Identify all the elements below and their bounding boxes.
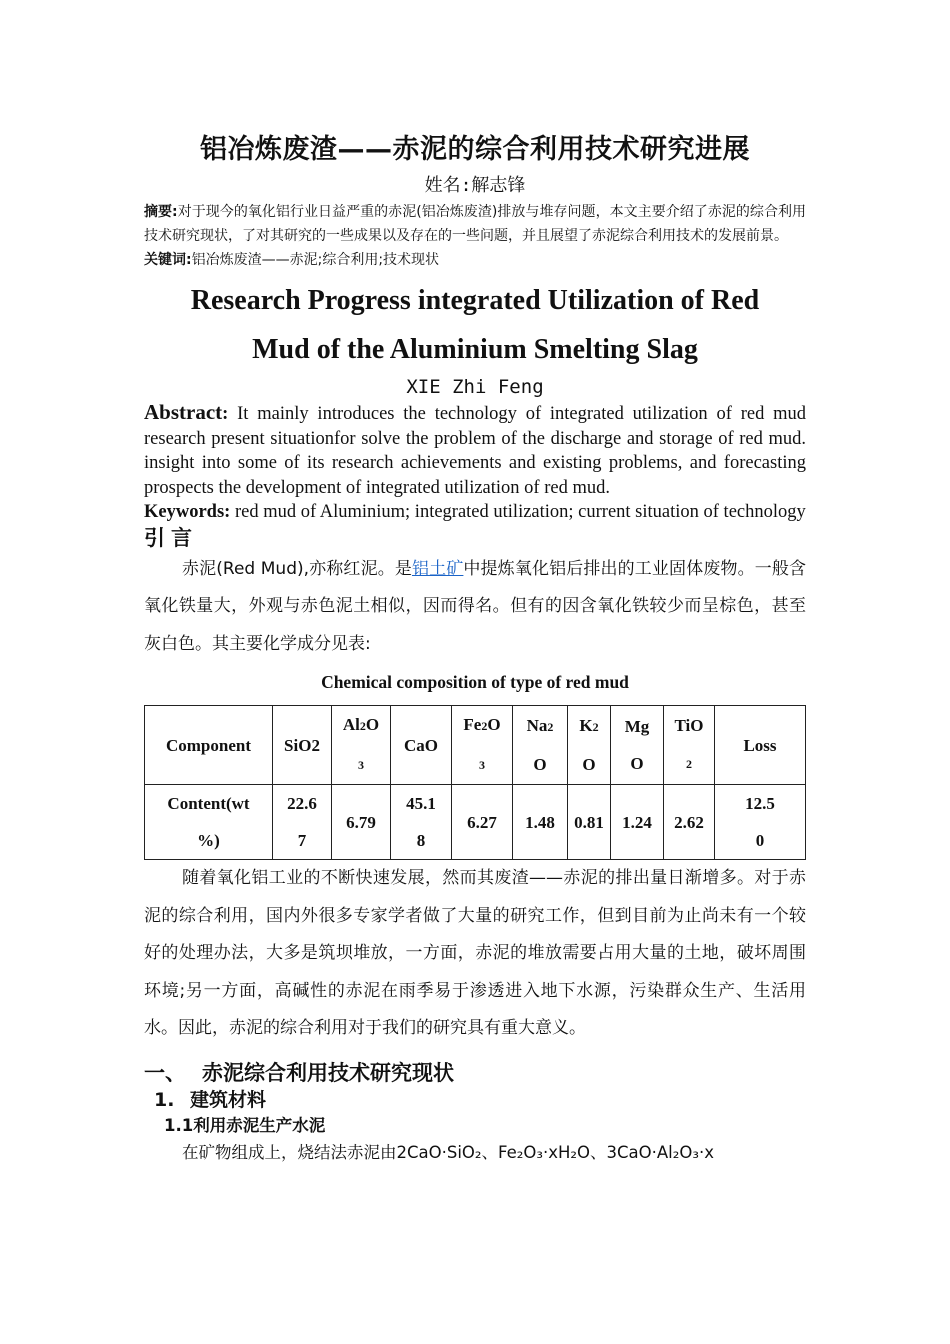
cell-value: 12.5 xyxy=(745,794,775,814)
row-label-b: %) xyxy=(197,831,220,851)
header-sub: 2 xyxy=(592,720,599,735)
subsubsection-title: 利用赤泥生产水泥 xyxy=(193,1115,326,1135)
english-author: XIE Zhi Feng xyxy=(406,376,544,398)
table-header-cell xyxy=(145,706,273,785)
english-abstract-label: Abstract xyxy=(144,400,223,424)
header-text: O xyxy=(487,715,501,735)
body-paragraph-2: 随着氧化铝工业的不断快速发展，然而其废渣——赤泥的排出量日渐增多。对于赤泥的综合利用，国内外很多专家学者做了大量的研究工作，但到目前为止尚未有一个较好的处理办法，大多是筑坝堆放，一方面，赤泥的堆放需要占用大量的土地，破坏周围环境;另一方面，高碱性的赤泥在雨季易于渗透进入地下水源，污染群众生产、生活用水。因此，赤泥的综合利用对于我们的研究具有重大意义。 xyxy=(144,868,806,1039)
cell-value: 0.81 xyxy=(574,812,604,832)
header-text: Loss xyxy=(743,735,777,755)
header-text: K xyxy=(579,716,593,736)
cell-value: 1.48 xyxy=(525,812,555,832)
table-header-cell xyxy=(391,706,452,785)
cell-value: 45.1 xyxy=(406,794,436,814)
subsection-number: 1. xyxy=(154,1088,175,1111)
table-value-row xyxy=(145,785,806,860)
header-sub: 2 xyxy=(481,719,488,734)
cell-value-tail: 7 xyxy=(297,831,307,851)
table-header-cell xyxy=(452,706,513,785)
table-header-cell xyxy=(568,706,611,785)
chinese-keywords xyxy=(144,248,806,272)
section-number: 一、 xyxy=(144,1060,186,1085)
header-text: CaO xyxy=(404,735,438,755)
table-header-cell xyxy=(273,706,332,785)
document-page xyxy=(144,128,806,1167)
english-keywords-text: red mud of Aluminium; integrated utilization; current situation of technology xyxy=(234,502,806,523)
cell-value-tail: 8 xyxy=(416,831,426,851)
subsection-title: 建筑材料 xyxy=(190,1088,267,1111)
header-sub: 2 xyxy=(359,719,366,734)
english-keywords xyxy=(144,500,806,525)
section-title: 赤泥综合利用技术研究现状 xyxy=(202,1060,454,1085)
english-title-line1: Research Progress integrated Utilization of Red xyxy=(190,285,760,316)
subsubsection-number: 1.1 xyxy=(164,1115,194,1135)
chinese-abstract-text: 对于现今的氧化铝行业日益严重的赤泥(铝冶炼废渣)排放与堆存问题，本文主要介绍了赤泥的综合利用技术研究现状，了对其研究的一些成果以及存在的一些问题，并且展望了赤泥综合利用技术的发展前景。 xyxy=(144,204,807,244)
intro-heading: 引言 xyxy=(144,525,198,550)
english-abstract-colon: : xyxy=(222,404,229,424)
chinese-keywords-text: 铝冶炼废渣——赤泥;综合利用;技术现状 xyxy=(191,252,440,268)
header-tail: O xyxy=(630,754,644,774)
table-cell xyxy=(715,785,806,860)
table-cell xyxy=(611,785,664,860)
composition-table xyxy=(144,705,806,860)
table-header-cell xyxy=(715,706,806,785)
header-tail: O xyxy=(533,755,547,775)
chinese-abstract-label: 摘要: xyxy=(144,204,178,220)
header-text: Al xyxy=(342,715,360,735)
english-title-line2: Mud of the Aluminium Smelting Slag xyxy=(252,334,698,365)
row-label-a: Content(wt xyxy=(167,794,250,814)
header-tail: O xyxy=(582,755,596,775)
header-tail: 3 xyxy=(358,758,364,773)
table-header-cell xyxy=(664,706,715,785)
intro-paragraph xyxy=(144,551,806,664)
table-header-cell xyxy=(513,706,568,785)
cell-value: 22.6 xyxy=(287,794,317,814)
bauxite-link[interactable]: 铝土矿 xyxy=(411,558,464,579)
header-text: Fe xyxy=(463,715,482,735)
table-cell xyxy=(452,785,513,860)
table-cell xyxy=(332,785,391,860)
table-row-label xyxy=(145,785,273,860)
chinese-keywords-label: 关键词: xyxy=(144,252,192,268)
cell-value: 2.62 xyxy=(674,812,704,832)
table-header-cell xyxy=(611,706,664,785)
chinese-author: 姓名:解志锋 xyxy=(424,175,526,196)
table-cell xyxy=(273,785,332,860)
table-header-row xyxy=(145,706,806,785)
subsection-heading-1-1 xyxy=(154,1088,806,1113)
header-tail: 2 xyxy=(686,757,692,772)
cell-value: 1.24 xyxy=(622,812,652,832)
cell-value-tail: 0 xyxy=(755,831,765,851)
intro-text-after: 中提炼氧化铝后排出的工业固体废物。一般含氧化铁量大，外观与赤色泥土相似，因而得名。但有的因含氧化铁较少而呈棕色，甚至灰白色。其主要化学成分见表: xyxy=(144,558,807,654)
english-keywords-label: Keywords: xyxy=(144,502,231,523)
intro-text-before: 赤泥(Red Mud),亦称红泥。是 xyxy=(182,558,412,579)
table-cell xyxy=(513,785,568,860)
header-text: Mg xyxy=(624,717,650,737)
header-text: SiO xyxy=(284,735,312,755)
subsubsection-heading-1-1-1 xyxy=(164,1113,806,1139)
header-text: Na xyxy=(526,716,548,736)
header-tail: 3 xyxy=(479,758,485,773)
table-caption: Chemical composition of type of red mud xyxy=(321,672,629,693)
header-text: O xyxy=(365,715,380,735)
english-abstract xyxy=(144,400,806,500)
section-heading-1 xyxy=(144,1058,806,1088)
english-title xyxy=(144,276,806,374)
table-cell xyxy=(568,785,611,860)
cell-value: 6.27 xyxy=(467,812,497,832)
table-cell xyxy=(391,785,452,860)
component-label: Component xyxy=(165,735,251,755)
chinese-abstract xyxy=(144,200,806,248)
table-cell xyxy=(664,785,715,860)
header-text: TiO xyxy=(674,716,704,736)
header-sub: 2 xyxy=(547,720,554,735)
table-header-cell xyxy=(332,706,391,785)
header-sub: 2 xyxy=(311,735,320,755)
cell-value: 6.79 xyxy=(346,812,376,832)
body-paragraph-3: 在矿物组成上，烧结法赤泥由2CaO·SiO₂、Fe₂O₃·xH₂O、3CaO·Al₂O₃·x xyxy=(182,1142,714,1162)
english-abstract-text: It mainly introduces the technology of integrated utilization of red mud research present situationfor solve the problem of the discharge and storage of red mud. insight into some of its research achievements and existing problems, and forecasting prospects the development of integrated utilization of red mud. xyxy=(144,404,807,498)
chinese-title: 铝冶炼废渣——赤泥的综合利用技术研究进展 xyxy=(200,134,750,165)
